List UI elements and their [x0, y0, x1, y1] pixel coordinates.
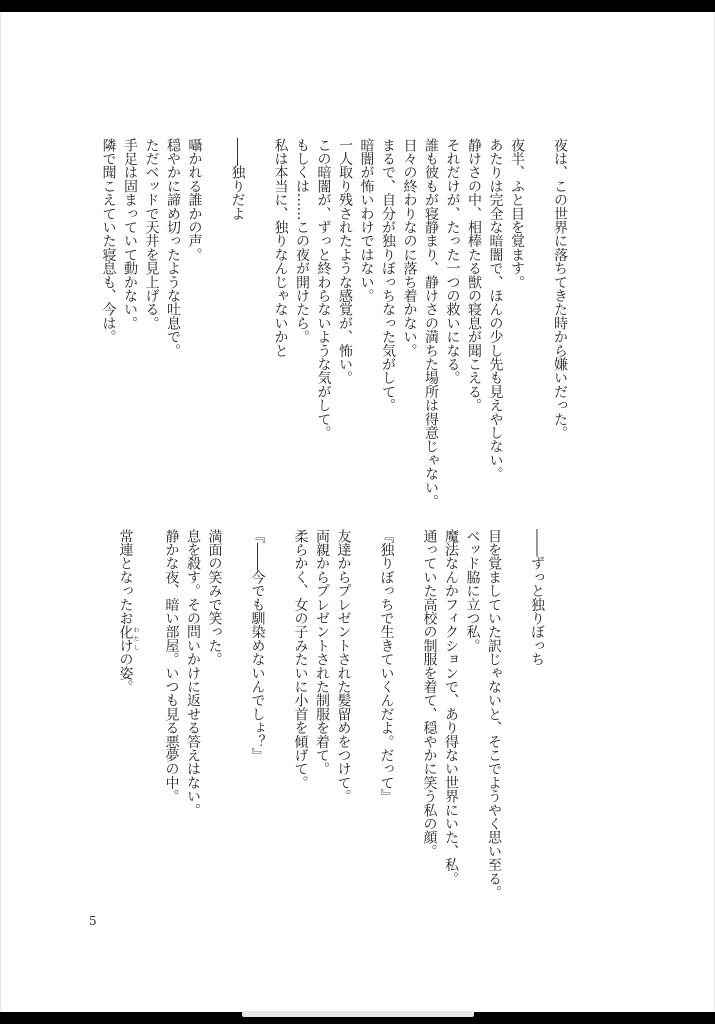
line-text: 常連となったお: [117, 529, 134, 625]
blank-line: [397, 529, 419, 909]
line-text: ――ずっと独りぼっち: [529, 529, 545, 667]
text-line: [484, 138, 506, 518]
line-text: 満面の笑みで笑った。: [206, 529, 223, 667]
blank-line: [205, 138, 227, 518]
text-line: [355, 138, 377, 518]
text-line: [183, 138, 205, 518]
line-text: 柔らかく、女の子みたいに小首を傾げて。: [292, 529, 309, 790]
line-text: 隣で聞こえていた寝息も、今は。: [100, 138, 117, 344]
blank-line: [248, 138, 270, 518]
text-line: [246, 529, 268, 909]
text-line: [334, 138, 356, 518]
text-line: [160, 529, 182, 909]
text-line: [377, 138, 399, 518]
ruby-base: 化け: [117, 624, 134, 653]
blank-line: [527, 138, 549, 518]
text-line: [463, 138, 485, 518]
line-text: 友達からプレゼントされた髪留めをつけて。: [335, 529, 352, 804]
text-line: [269, 138, 291, 518]
line-text: 静けさの中、相棒たる獣の寝息が聞こえる。: [466, 138, 482, 413]
home-indicator[interactable]: [242, 1011, 474, 1017]
line-text: もしくは……この夜が開けたら。: [294, 138, 310, 344]
line-text: あたりは完全な暗闇で、ほんの少し先も見えやしない。: [487, 138, 504, 481]
line-text: 『独りぼっちで生きていくんだよ。だって』: [378, 529, 395, 804]
text-line: [203, 529, 225, 909]
line-text: 『――今でも馴染めないんでしょ？』: [249, 529, 266, 762]
text-line: [97, 138, 119, 518]
line-text: 両親からプレゼントされた制服を着て。: [314, 529, 330, 776]
text-line: [289, 529, 311, 909]
line-text: 魔法なんかフィクションで、あり得ない世界にいた、私。: [443, 529, 459, 886]
line-text: 日々の終わりなのに落ち着かない。: [401, 138, 418, 358]
blank-line: [139, 529, 161, 909]
text-line: [506, 138, 528, 518]
line-text: 通っていた高校の制服を着て、穏やかに笑う私の顔。: [421, 529, 438, 858]
blank-line: [225, 529, 247, 909]
line-text: 暗闇が怖いわけではない。: [358, 138, 375, 303]
line-text: 夜は、この世界に落ちてきた時から嫌いだった。: [552, 138, 568, 440]
text-line: [420, 138, 442, 518]
line-text: 一人取り残されたような感覚が、怖い。: [337, 138, 353, 385]
line-text: この暗闇が、ずっと終わらないような気がして。: [315, 138, 332, 440]
line-text: ただベッドで天井を見上げる。: [143, 138, 160, 330]
text-line: [140, 138, 162, 518]
text-line: [226, 138, 248, 518]
line-text: 静かな夜、暗い部屋。いつも見る悪夢の中。: [163, 529, 180, 804]
line-text: 息を殺す。その問いかけに返せる答えはない。: [185, 529, 201, 817]
ruby-word: [117, 624, 139, 653]
text-line: [332, 529, 354, 909]
line-text: ベッド脇に立つ私。: [464, 529, 481, 653]
text-section-top: [97, 138, 570, 518]
line-text: 目を覚ましていた訳じゃないと、そこでようやく思い至る。: [486, 529, 502, 899]
text-line: [312, 138, 334, 518]
text-line: [461, 529, 483, 909]
text-line: [418, 529, 440, 909]
text-line: [114, 529, 139, 909]
text-line: [375, 529, 397, 909]
text-line: [398, 138, 420, 518]
text-line: [119, 138, 141, 518]
top-bar: [0, 0, 715, 12]
line-text: 誰も彼もが寝静まり、静けさの満ちた場所は得意じゃない。: [423, 138, 439, 508]
line-text: 夜半、ふと目を覚ます。: [509, 138, 525, 289]
blank-line: [504, 529, 526, 909]
text-line: [440, 529, 462, 909]
text-line: [441, 138, 463, 518]
text-line: [311, 529, 333, 909]
page-number: 5: [89, 914, 97, 928]
text-line: [162, 138, 184, 518]
line-text: 手足は固まっていて動かない。: [122, 138, 138, 330]
ruby-reading: わたし: [132, 624, 139, 653]
text-line: [483, 529, 505, 909]
line-text: それだけが、たった一つの救いになる。: [444, 138, 461, 385]
text-section-bottom: [114, 529, 547, 909]
text-line: [291, 138, 313, 518]
line-text: 私は本当に、独りなんじゃないかと: [272, 138, 289, 358]
line-text-after: の姿。: [117, 652, 134, 694]
blank-line: [354, 529, 376, 909]
text-line: [526, 529, 548, 909]
line-text: ――独りだよ: [229, 138, 246, 221]
text-line: [549, 138, 571, 518]
text-line: [182, 529, 204, 909]
line-text: まるで、自分が独りぼっちなった気がして。: [380, 138, 396, 413]
blank-line: [268, 529, 290, 909]
line-text: 囁かれる誰かの声。: [186, 138, 203, 262]
line-text: 穏やかに諦め切ったような吐息で。: [165, 138, 181, 358]
